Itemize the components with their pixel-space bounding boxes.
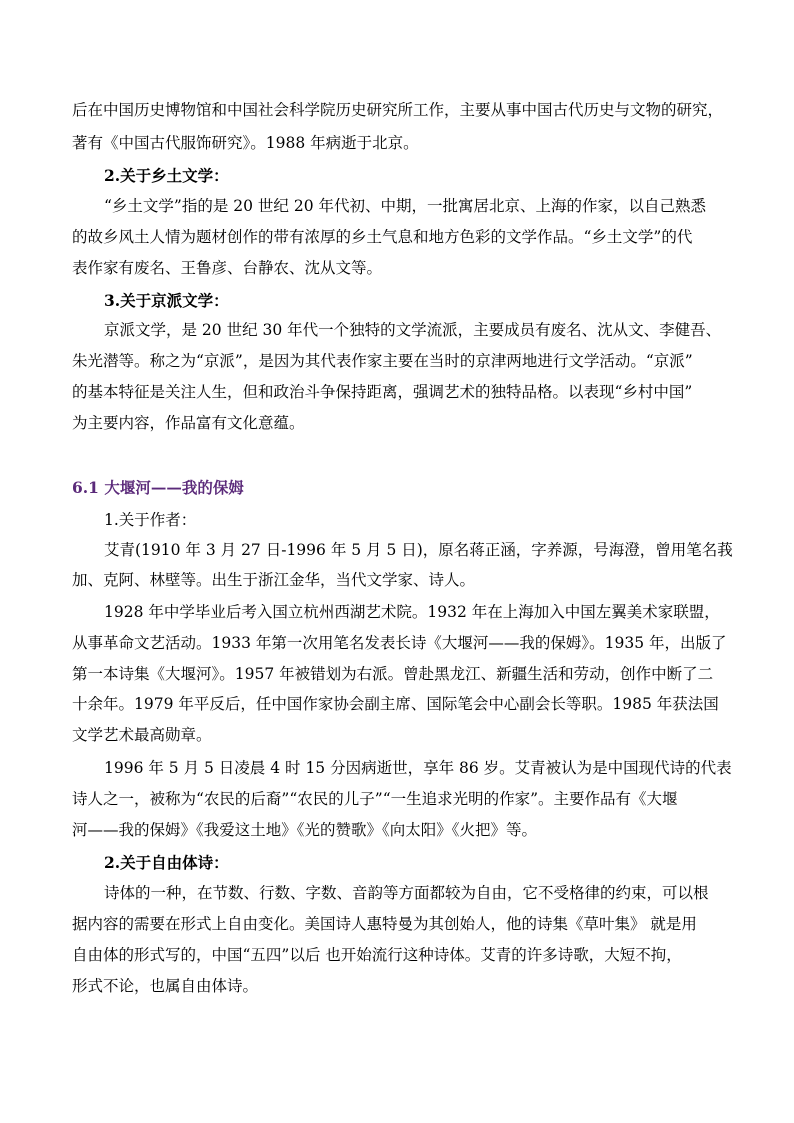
text-line: 十余年。1979 年平反后，任中国作家协会副主席、国际笔会中心副会长等职。1985 年获法国	[72, 695, 719, 713]
text-line: 著有《中国古代服饰研究》。1988 年病逝于北京。	[72, 134, 419, 152]
text-line: 加、克阿、林壁等。出生于浙江金华，当代文学家、诗人。	[72, 571, 476, 589]
subsection-heading: 2.关于自由体诗：	[104, 853, 229, 872]
section-heading: 6.1 大堰河——我的保姆	[72, 478, 244, 497]
text-line: 自由体的形式写的，中国“五四”以后 也开始流行这种诗体。艾青的许多诗歌，大短不拘，	[72, 946, 682, 964]
text-line: 第一本诗集《大堰河》。1957 年被错划为右派。曾赴黑龙江、新疆生活和劳动，创作中断了二	[72, 665, 714, 683]
text-line: 文学艺术最高勋章。	[72, 726, 212, 744]
subsection-heading: 1.关于作者：	[104, 511, 197, 529]
text-line: 的故乡风土人情为题材创作的带有浓厚的乡土气息和地方色彩的文学作品。“乡土文学”的代	[72, 228, 693, 246]
text-line: 诗体的一种，在节数、行数、字数、音韵等方面都较为自由，它不受格律的约束，可以根	[104, 884, 709, 902]
subsection-heading: 2.关于乡土文学：	[104, 166, 229, 185]
text-line: 形式不论，也属自由体诗。	[72, 977, 259, 995]
text-line: 京派文学，是 20 世纪 30 年代一个独特的文学流派，主要成员有废名、沈从文、李健吾、	[104, 321, 722, 339]
text-line: 据内容的需要在形式上自由变化。美国诗人惠特曼为其创始人，他的诗集《草叶集》 就是用	[72, 915, 697, 933]
text-line: 河——我的保姆》《我爱这土地》《光的赞歌》《向太阳》《火把》等。	[72, 821, 538, 839]
text-line: 1928 年中学毕业后考入国立杭州西湖艺术院。1932 年在上海加入中国左翼美术家联盟，	[104, 603, 720, 621]
text-line: “乡土文学”指的是 20 世纪 20 年代初、中期，一批寓居北京、上海的作家，以自己熟悉	[104, 197, 707, 215]
text-line: 为主要内容，作品富有文化意蕴。	[72, 414, 305, 432]
text-line: 艾青(1910 年 3 月 27 日-1996 年 5 月 5 日)，原名蒋正涵，字养源，号海澄，曾用笔名莪	[104, 541, 733, 559]
text-line: 表作家有废名、王鲁彦、台静农、沈从文等。	[72, 259, 383, 277]
text-line: 诗人之一，被称为“农民的后裔”“农民的儿子”“一生追求光明的作家”。主要作品有《大堰	[72, 790, 678, 808]
text-line: 后在中国历史博物馆和中国社会科学院历史研究所工作，主要从事中国古代历史与文物的研究，	[72, 101, 724, 119]
subsection-heading: 3.关于京派文学：	[104, 291, 229, 310]
text-line: 从事革命文艺活动。1933 年第一次用笔名发表长诗《大堰河——我的保姆》。1935 年，出版了	[72, 634, 727, 652]
text-line: 朱光潜等。称之为“京派”，是因为其代表作家主要在当时的京津两地进行文学活动。“京派”	[72, 352, 693, 370]
text-line: 的基本特征是关注人生，但和政治斗争保持距离，强调艺术的独特品格。以表现“乡村中国”	[72, 383, 693, 401]
text-line: 1996 年 5 月 5 日凌晨 4 时 15 分因病逝世，享年 86 岁。艾青被认为是中国现代诗的代表	[104, 759, 732, 777]
